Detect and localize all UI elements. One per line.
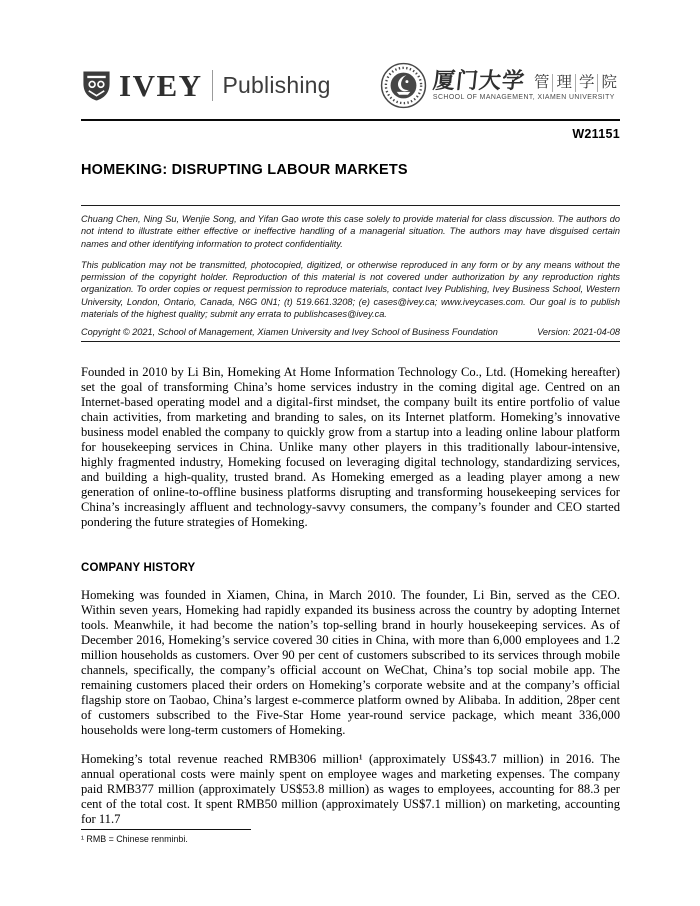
version-label: Version: 2021-04-08 bbox=[537, 327, 620, 338]
xiamen-english-name: SCHOOL OF MANAGEMENT, XIAMEN UNIVERSITY bbox=[432, 93, 615, 101]
section-heading-company-history: COMPANY HISTORY bbox=[81, 562, 196, 575]
document-header bbox=[81, 58, 620, 112]
disclaimer-authors-paragraph: Chuang Chen, Ning Su, Wenjie Song, and Yifan Gao wrote this case solely to provide material for class discussion. The authors do not intend to illustrate either effective or ineffective handling of a managerial situation. The authors may have disguised certain names and other identifying information to protect confidentiality. bbox=[81, 214, 620, 249]
xiamen-seal-icon bbox=[380, 62, 427, 109]
disclaimer-permissions-paragraph: This publication may not be transmitted, photocopied, digitized, or otherwise reproduced in any form or by any means without the permission of the copyright holder. Reproduction of this material is not covered under authorization by any reproduction rights organization. To order copies or request permission to reproduce materials, contact Ivey Publishing, Ivey Business School, Western University, London, Ontario, Canada, N6G 0N1; (t) 519.661.3208; (e) cases@ivey.ca; www.iveycases.com. Our goal is to publish materials of the highest quality; submit any errata to publishcases@ivey.ca. bbox=[81, 259, 620, 320]
xiamen-university-logo bbox=[380, 62, 620, 109]
footnote-block bbox=[81, 829, 620, 844]
logo-divider bbox=[212, 70, 213, 101]
footnote-rmb: ¹ RMB = Chinese renminbi. bbox=[81, 834, 188, 844]
xiamen-chinese-name: 厦门大学 bbox=[431, 67, 527, 93]
header-rule bbox=[81, 119, 620, 121]
disclaimer-block bbox=[81, 205, 620, 320]
intro-paragraph: Founded in 2010 by Li Bin, Homeking At Home Information Technology Co., Ltd. (Homeking hereafter) set the goal of transforming China’s home services industry in the coming digital age. Centred on an Internet-based operating model and a digital-first mindset, the company built its entire portfolio of value chain activities, from marketing and branding to sales, on its Internet platform. Homeking’s innovative business model enabled the company to quickly grow from a startup into a leading online labour platform for housekeeping services in China. Unlike many other players in this traditionally labour-intensive, highly fragmented industry, Homeking focused on leveraging digital technology, standardizing services, and building a high-quality, trusted brand. As Homeking emerged as a leading player among a new generation of online-to-offline business platforms disrupting and transforming housekeeping services for China’s increasingly affluent and technology-savvy consumers, the company’s founder and CEO started pondering the future strategies of Homeking. bbox=[81, 365, 620, 530]
ivey-publishing-logo bbox=[81, 69, 331, 102]
ivey-wordmark: IVEY bbox=[119, 67, 203, 103]
ivey-shield-icon bbox=[81, 69, 112, 102]
company-history-paragraph-2: Homeking’s total revenue reached RMB306 million¹ (approximately US$43.7 million) in 2016. The annual operational costs were mainly spent on employee wages and marketing expenses. The company paid RMB377 million (approximately US$53.8 million) as wages to employees, accounting for 88.3 per cent of the total cost. It spent RMB50 million (approximately US$7.1 million) on marketing, accounting for 11.7 bbox=[81, 752, 620, 827]
xiamen-chinese-department: 管 理 学 院 bbox=[531, 74, 620, 91]
case-document-number: W21151 bbox=[572, 127, 620, 141]
copyright-row bbox=[81, 327, 620, 342]
case-title: HOMEKING: DISRUPTING LABOUR MARKETS bbox=[81, 162, 408, 178]
ivey-publishing-label: Publishing bbox=[222, 71, 331, 98]
footnote-separator-rule bbox=[81, 829, 251, 830]
company-history-paragraph-1: Homeking was founded in Xiamen, China, in March 2010. The founder, Li Bin, served as the CEO. Within seven years, Homeking had rapidly expanded its business across the country by adopting Internet tools. Meanwhile, it had become the nation’s top-selling brand in hourly housekeeping services. As of December 2016, Homeking’s service covered 30 cities in China, with more than 6,000 employees and 1.2 million households as customers. Over 90 per cent of customers subscribed to its services through mobile channels, specifically, the company’s official account on WeChat, China’s top social mobile app. The remaining customers placed their orders on Homeking’s corporate website and at the company’s official flagship store on Taobao, China’s largest e-commerce platform owned by Alibaba. In addition, 28per cent of customers subscribed to the Five-Star Home year-round service package, which meant 336,000 households were long-term customers of Homeking. bbox=[81, 588, 620, 738]
copyright-notice: Copyright © 2021, School of Management, Xiamen University and Ivey School of Business Foundation bbox=[81, 327, 498, 338]
xiamen-logo-text bbox=[431, 67, 620, 101]
